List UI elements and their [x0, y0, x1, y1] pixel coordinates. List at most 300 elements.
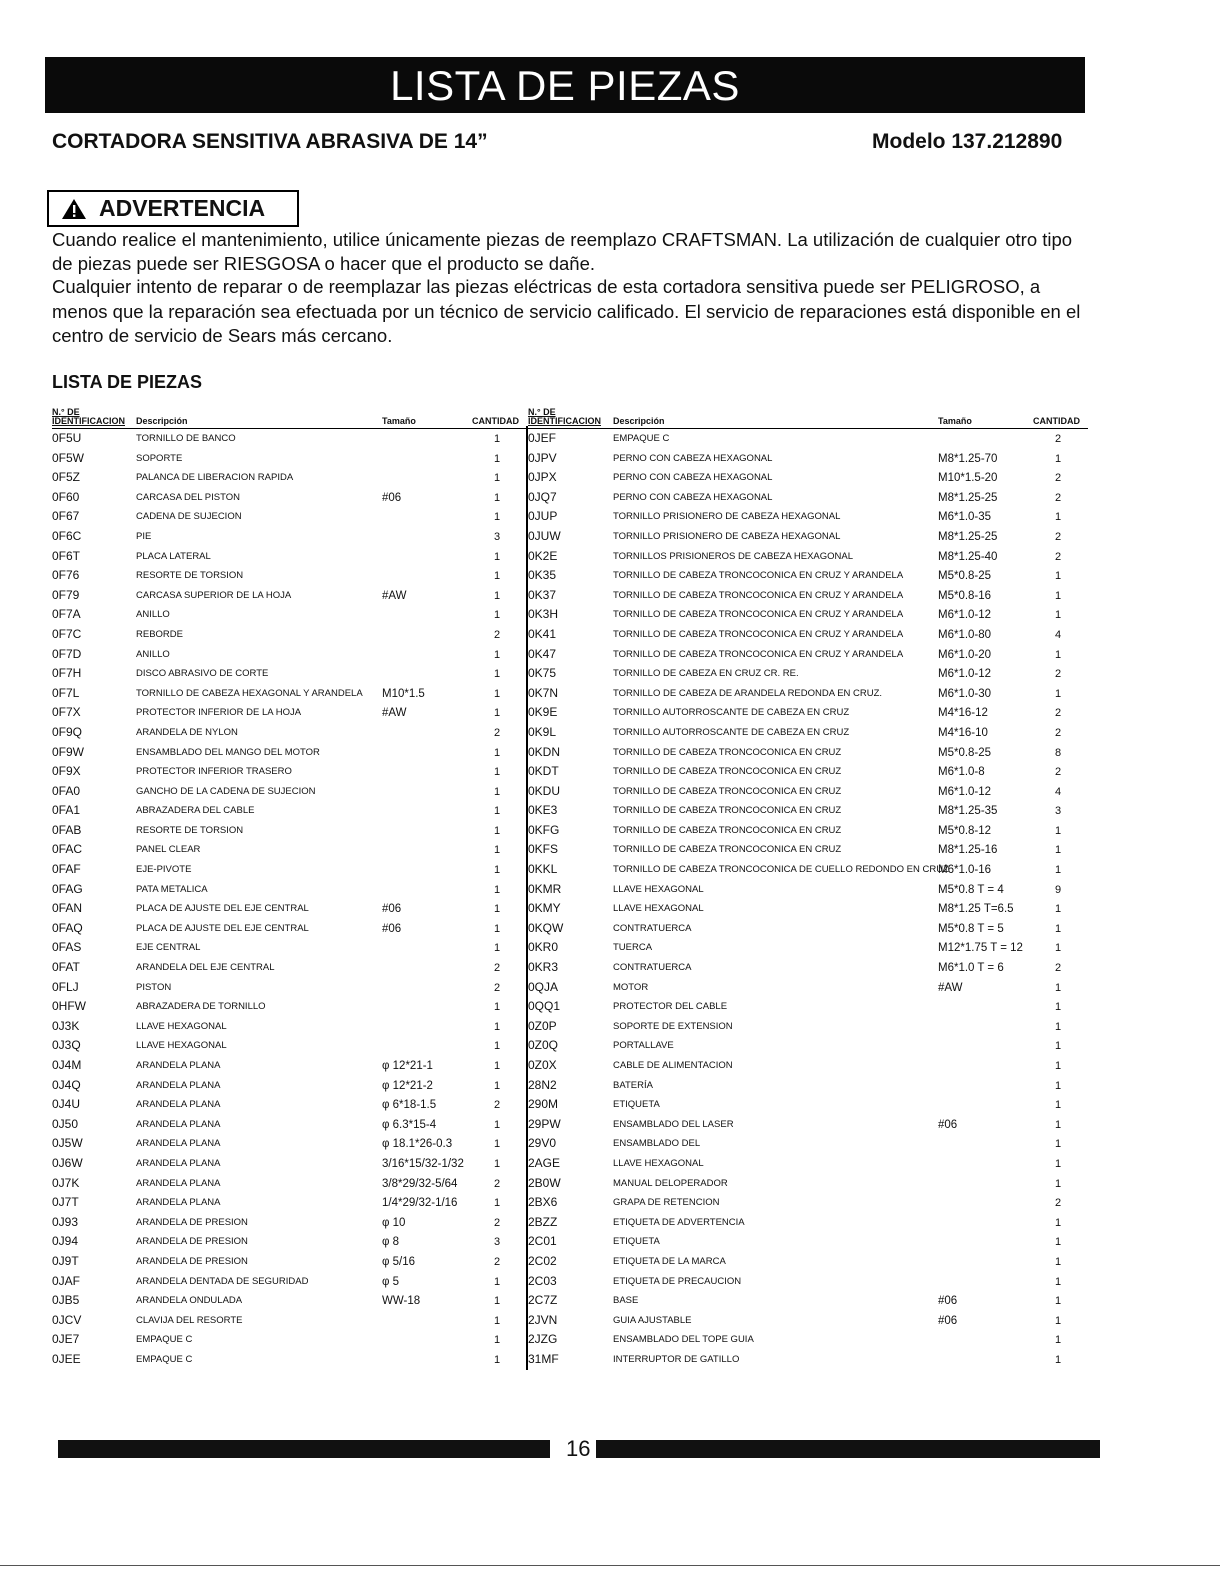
cell-qty: 1: [494, 1060, 501, 1072]
cell-desc: ENSAMBLADO DEL TOPE GUIA: [613, 1334, 754, 1346]
cell-desc: TORNILLO DE CABEZA TRONCOCONICA EN CRUZ Y ARANDELA: [613, 628, 904, 640]
table-row: [52, 840, 526, 860]
table-row: [528, 899, 1088, 919]
cell-id: 0F5W: [52, 450, 85, 465]
cell-desc: ARANDELA PLANA: [136, 1157, 221, 1169]
warning-text: [52, 228, 1092, 349]
cell-size: φ 18.1*26-0.3: [382, 1138, 453, 1151]
table-row: [52, 1174, 526, 1194]
cell-qty: 2: [1055, 550, 1062, 563]
table-row: [528, 703, 1088, 723]
cell-id: 0F79: [52, 587, 80, 602]
cell-qty: 1: [494, 746, 501, 759]
cell-size: M6*1.0 T = 6: [938, 962, 1004, 975]
cell-id: 0JPV: [528, 450, 557, 465]
cell-qty: 1: [494, 1079, 501, 1092]
cell-id: 0K2E: [528, 548, 558, 563]
cell-size: #06: [382, 491, 402, 504]
cell-size: M5*0.8-12: [938, 824, 992, 837]
page-number: 16: [566, 1436, 591, 1461]
cell-id: 0JEE: [52, 1351, 81, 1366]
table-row: [528, 762, 1088, 782]
table-row: [52, 1095, 526, 1115]
table-row: [528, 958, 1088, 978]
cell-qty: 1: [1055, 864, 1062, 877]
table-row: [528, 782, 1088, 802]
cell-id: 0K7N: [528, 685, 559, 700]
cell-desc: TUERCA: [613, 942, 653, 954]
table-row: [52, 1350, 526, 1370]
cell-desc: ENSAMBLADO DEL MANGO DEL MOTOR: [136, 746, 320, 758]
table-row: [528, 1134, 1088, 1154]
cell-qty: 2: [1055, 433, 1062, 445]
table-row: [528, 1115, 1088, 1135]
cell-id: 0JUW: [528, 528, 561, 543]
table-row: [52, 605, 526, 625]
table-row: [528, 919, 1088, 939]
cell-id: 0K37: [528, 587, 557, 602]
cell-id: 0FLJ: [52, 979, 79, 994]
cell-desc: TORNILLO DE CABEZA TRONCOCONICA EN CRUZ Y ARANDELA: [613, 609, 904, 621]
table-row: [528, 1174, 1088, 1194]
cell-desc: CLAVIJA DEL RESORTE: [136, 1314, 243, 1326]
cell-desc: TORNILLO DE CABEZA TRONCOCONICA EN CRUZ Y ARANDELA: [613, 648, 904, 660]
cell-qty: 1: [494, 452, 501, 465]
cell-qty: 1: [1055, 589, 1062, 602]
cell-desc: CARCASA SUPERIOR DE LA HOJA: [136, 589, 292, 601]
cell-id: 0K9E: [528, 705, 558, 720]
table-row: [52, 566, 526, 586]
cell-id: 0FAB: [52, 822, 82, 837]
cell-qty: 1: [494, 1314, 501, 1327]
cell-size: #06: [938, 1118, 958, 1131]
table-row: [52, 1232, 526, 1252]
cell-id: 0KE3: [528, 803, 558, 818]
table-row: [52, 880, 526, 900]
cell-qty: 1: [1055, 570, 1062, 583]
cell-desc: ETIQUETA DE ADVERTENCIA: [613, 1216, 745, 1228]
cell-id: 0F60: [52, 489, 80, 504]
cell-qty: 1: [494, 883, 501, 896]
table-row: [528, 1213, 1088, 1233]
cell-id: 0K75: [528, 666, 557, 681]
cell-desc: PORTALLAVE: [613, 1040, 674, 1052]
cell-qty: 1: [494, 687, 501, 700]
cell-id: 0J93: [52, 1214, 79, 1229]
cell-size: M6*1.0-35: [938, 511, 992, 524]
table-row: [528, 801, 1088, 821]
table-row: [52, 743, 526, 763]
cell-id: 0Z0P: [528, 1018, 557, 1033]
table-row: [528, 684, 1088, 704]
cell-size: #AW: [382, 589, 407, 602]
cell-qty: 1: [494, 1295, 501, 1308]
cell-size: φ 6*18-1.5: [382, 1099, 437, 1112]
cell-desc: PLACA DE AJUSTE DEL EJE CENTRAL: [136, 903, 309, 915]
column-header-desc: Descripción: [136, 416, 188, 426]
cell-qty: 2: [494, 981, 501, 994]
cell-id: 0F5Z: [52, 470, 81, 485]
cell-size: M5*0.8-16: [938, 589, 992, 602]
warning-paragraph-1: Cuando realice el mantenimiento, utilice únicamente piezas de reemplazo CRAFTSMAN. La utilización de cualquier otro tipo de piezas puede ser RIESGOSA o hacer que el producto se dañe.: [52, 229, 1073, 274]
cell-qty: 1: [494, 805, 501, 818]
cell-qty: 4: [1055, 785, 1062, 798]
column-header-id: N.° DE IDENTIFICACION: [528, 407, 601, 426]
model-number: Modelo 137.212890: [872, 130, 1063, 153]
table-row: [52, 468, 526, 488]
cell-qty: 1: [1055, 1040, 1062, 1053]
cell-id: 0J9T: [52, 1253, 79, 1268]
cell-id: 0K9L: [528, 724, 557, 739]
cell-size: M8*1.25-25: [938, 530, 998, 543]
cell-id: 2BX6: [528, 1195, 558, 1210]
cell-qty: 1: [1055, 1020, 1062, 1033]
cell-id: 0F7L: [52, 685, 80, 700]
cell-id: 2C01: [528, 1234, 557, 1249]
cell-size: #06: [382, 903, 402, 916]
cell-desc: MOTOR: [613, 981, 649, 993]
cell-desc: TORNILLO DE CABEZA TRONCOCONICA EN CRUZ: [613, 766, 842, 778]
cell-qty: 2: [1055, 766, 1062, 779]
cell-desc: RESORTE DE TORSION: [136, 570, 244, 582]
table-row: [52, 801, 526, 821]
table-row: [52, 586, 526, 606]
cell-qty: 1: [494, 648, 501, 661]
cell-id: 0F6T: [52, 548, 81, 563]
cell-qty: 1: [494, 472, 501, 485]
cell-size: M6*1.0-8: [938, 766, 985, 779]
cell-qty: 2: [1055, 726, 1062, 739]
table-row: [528, 840, 1088, 860]
cell-id: 0JEF: [528, 431, 557, 445]
cell-qty: 1: [1055, 1216, 1062, 1229]
cell-size: M8*1.25-25: [938, 491, 998, 504]
cell-qty: 2: [494, 1099, 501, 1112]
cell-qty: 1: [1055, 1353, 1062, 1366]
cell-qty: 1: [1055, 981, 1062, 994]
page-title: LISTA DE PIEZAS: [390, 62, 740, 109]
table-row: [528, 1076, 1088, 1096]
parts-section-title: LISTA DE PIEZAS: [52, 372, 203, 392]
cell-qty: 1: [1055, 1275, 1062, 1288]
cell-qty: 2: [1055, 707, 1062, 720]
table-row: [528, 547, 1088, 567]
cell-desc: CADENA DE SUJECION: [136, 511, 242, 523]
cell-qty: 2: [494, 628, 501, 641]
table-row: [52, 919, 526, 939]
cell-id: 0FA0: [52, 783, 81, 798]
cell-size: M4*16-12: [938, 707, 988, 720]
cell-size: M4*16-10: [938, 726, 988, 739]
cell-qty: 1: [494, 1001, 501, 1014]
table-row: [52, 899, 526, 919]
cell-id: 0F6C: [52, 528, 82, 543]
cell-desc: ETIQUETA DE LA MARCA: [613, 1255, 726, 1267]
cell-qty: 1: [494, 511, 501, 524]
cell-qty: 1: [494, 550, 501, 563]
cell-size: M8*1.25-40: [938, 550, 998, 563]
cell-id: 0F7C: [52, 626, 82, 641]
cell-desc: EMPAQUE C: [136, 1334, 193, 1346]
cell-desc: TORNILLO PRISIONERO DE CABEZA HEXAGONAL: [613, 530, 841, 542]
cell-id: 0KFS: [528, 842, 559, 857]
cell-size: M6*1.0-12: [938, 785, 992, 798]
cell-desc: EMPAQUE C: [613, 433, 670, 444]
cell-qty: 2: [1055, 491, 1062, 504]
cell-size: M10*1.5: [382, 687, 425, 700]
cell-id: 0Z0X: [528, 1058, 557, 1072]
table-row: [528, 527, 1088, 547]
table-row: [52, 1193, 526, 1213]
column-header-id: N.° DE IDENTIFICACION: [52, 407, 125, 426]
cell-id: 2C02: [528, 1253, 557, 1268]
cell-desc: CONTRATUERCA: [613, 962, 692, 974]
column-header-size: Tamaño: [938, 416, 972, 426]
cell-desc: SOPORTE DE EXTENSION: [613, 1020, 733, 1032]
cell-id: 28N2: [528, 1077, 557, 1092]
cell-desc: TORNILLO PRISIONERO DE CABEZA HEXAGONAL: [613, 511, 841, 523]
cell-qty: 1: [494, 1275, 501, 1288]
cell-desc: ARANDELA PLANA: [136, 1079, 221, 1091]
column-header-qty: CANTIDAD: [472, 416, 519, 426]
cell-size: φ 5: [382, 1275, 400, 1288]
cell-id: 2JZG: [528, 1332, 558, 1347]
cell-size: #06: [382, 922, 402, 935]
cell-desc: PLACA LATERAL: [136, 550, 211, 562]
cell-size: M6*1.0-12: [938, 609, 992, 622]
cell-desc: SOPORTE: [136, 452, 183, 464]
table-row: [52, 1115, 526, 1135]
cell-desc: ENSAMBLADO DEL: [613, 1138, 701, 1150]
table-row: [528, 605, 1088, 625]
cell-id: 0F7H: [52, 666, 82, 681]
table-row: [528, 743, 1088, 763]
cell-size: φ 12*21-2: [382, 1079, 433, 1092]
cell-id: 0F9X: [52, 764, 81, 779]
cell-desc: CARCASA DEL PISTON: [136, 491, 241, 503]
cell-desc: PERNO CON CABEZA HEXAGONAL: [613, 491, 773, 503]
table-row: [52, 1017, 526, 1037]
table-row: [528, 821, 1088, 841]
table-row: [52, 958, 526, 978]
cell-qty: 1: [494, 570, 501, 583]
cell-desc: DISCO ABRASIVO DE CORTE: [136, 668, 269, 680]
cell-qty: 1: [1055, 1295, 1062, 1308]
cell-id: 0FAT: [52, 960, 80, 975]
table-row: [528, 449, 1088, 469]
cell-desc: TORNILLO AUTORROSCANTE DE CABEZA EN CRUZ: [613, 707, 850, 719]
cell-desc: EMPAQUE C: [136, 1353, 193, 1365]
table-row: [528, 488, 1088, 508]
cell-qty: 1: [1055, 1001, 1062, 1014]
table-row: [52, 997, 526, 1017]
cell-id: 0J94: [52, 1234, 79, 1249]
page-edge-line: [0, 1565, 1220, 1566]
cell-qty: 1: [1055, 452, 1062, 465]
cell-id: 2C03: [528, 1273, 557, 1288]
cell-desc: ANILLO: [136, 648, 170, 660]
cell-size: #06: [938, 1295, 958, 1308]
cell-qty: 4: [1055, 628, 1062, 641]
cell-desc: ABRAZADERA DE TORNILLO: [136, 1001, 266, 1013]
table-row: [528, 625, 1088, 645]
cell-desc: CONTRATUERCA: [613, 922, 692, 934]
table-row: [52, 1134, 526, 1154]
cell-size: φ 10: [382, 1216, 406, 1229]
table-row: [52, 978, 526, 998]
cell-qty: 1: [494, 1118, 501, 1131]
cell-desc: PROTECTOR INFERIOR DE LA HOJA: [136, 707, 302, 719]
table-row: [528, 1272, 1088, 1292]
table-row: [52, 1154, 526, 1174]
cell-qty: 1: [494, 824, 501, 837]
column-header-size: Tamaño: [382, 416, 416, 426]
table-row: [52, 938, 526, 958]
table-row: [52, 703, 526, 723]
table-row: [528, 723, 1088, 743]
cell-id: 0F5U: [52, 431, 82, 445]
cell-size: #06: [938, 1314, 958, 1327]
cell-size: #AW: [938, 981, 963, 994]
table-row: [52, 782, 526, 802]
cell-qty: 1: [1055, 511, 1062, 524]
cell-qty: 2: [494, 726, 501, 739]
cell-desc: ARANDELA DE PRESION: [136, 1216, 248, 1228]
table-row: [528, 938, 1088, 958]
cell-desc: PLACA DE AJUSTE DEL EJE CENTRAL: [136, 922, 309, 934]
cell-qty: 1: [1055, 1334, 1062, 1347]
table-row: [52, 821, 526, 841]
cell-id: 0KMR: [528, 881, 562, 896]
cell-id: 2AGE: [528, 1155, 561, 1170]
cell-id: 0J4Q: [52, 1077, 81, 1092]
cell-qty: 1: [1055, 903, 1062, 916]
table-row: [528, 566, 1088, 586]
cell-desc: TORNILLO AUTORROSCANTE DE CABEZA EN CRUZ: [613, 726, 850, 738]
cell-desc: TORNILLO DE CABEZA DE ARANDELA REDONDA EN CRUZ.: [613, 687, 883, 699]
cell-qty: 1: [494, 766, 501, 779]
warning-paragraph-2: Cualquier intento de reparar o de reemplazar las piezas eléctricas de esta cortadora sensitiva puede ser PELIGROSO, a menos que la reparación sea efectuada por un técnico de servicio calificado. El servicio de reparaciones está disponible en el centro de servicio de Sears más cercano.: [52, 276, 1081, 346]
cell-desc: TORNILLO DE CABEZA TRONCOCONICA EN CRUZ: [613, 824, 842, 836]
page-title-bar: [45, 57, 1085, 113]
cell-qty: 2: [1055, 1197, 1062, 1210]
cell-desc: PROTECTOR DEL CABLE: [613, 1001, 728, 1013]
warning-triangle-icon: [61, 198, 87, 220]
cell-qty: 1: [494, 903, 501, 916]
cell-desc: PERNO CON CABEZA HEXAGONAL: [613, 452, 773, 464]
cell-id: 0JUP: [528, 509, 558, 524]
parts-table-right: [528, 402, 1088, 1370]
table-row: [52, 1056, 526, 1076]
cell-qty: 1: [494, 942, 501, 955]
cell-desc: ARANDELA PLANA: [136, 1197, 221, 1209]
cell-qty: 1: [1055, 1157, 1062, 1170]
cell-size: φ 8: [382, 1236, 400, 1249]
cell-id: 2JVN: [528, 1312, 558, 1327]
cell-size: M8*1.25-35: [938, 805, 998, 818]
cell-qty: 1: [494, 491, 501, 504]
cell-id: 0FAN: [52, 901, 83, 916]
table-row: [52, 1311, 526, 1331]
cell-desc: PATA METALICA: [136, 883, 208, 895]
cell-qty: 1: [1055, 1236, 1062, 1249]
cell-desc: CABLE DE ALIMENTACION: [613, 1060, 733, 1071]
cell-qty: 3: [494, 530, 501, 543]
cell-desc: RESORTE DE TORSION: [136, 824, 244, 836]
cell-size: M10*1.5-20: [938, 472, 998, 485]
cell-id: 0KDU: [528, 783, 561, 798]
table-row: [528, 664, 1088, 684]
cell-qty: 1: [1055, 1060, 1062, 1072]
cell-desc: ARANDELA DE NYLON: [136, 726, 238, 738]
cell-id: 0FAS: [52, 940, 82, 955]
cell-id: 0KFG: [528, 822, 560, 837]
table-row: [528, 1154, 1088, 1174]
cell-size: WW-18: [382, 1295, 421, 1308]
cell-desc: GANCHO DE LA CADENA DE SUJECION: [136, 785, 316, 797]
table-row: [52, 860, 526, 880]
cell-qty: 1: [1055, 1177, 1062, 1190]
cell-desc: ANILLO: [136, 609, 170, 621]
cell-id: 0KDT: [528, 764, 559, 779]
table-row: [528, 586, 1088, 606]
table-row: [528, 429, 1088, 449]
cell-desc: ETIQUETA DE PRECAUCION: [613, 1275, 742, 1287]
table-row: [52, 645, 526, 665]
cell-qty: 1: [1055, 942, 1062, 955]
cell-id: 0F7A: [52, 607, 81, 622]
cell-id: 0F7D: [52, 646, 82, 661]
cell-id: 0KR3: [528, 960, 559, 975]
table-row: [52, 527, 526, 547]
cell-desc: ARANDELA DEL EJE CENTRAL: [136, 962, 275, 974]
cell-desc: LLAVE HEXAGONAL: [613, 1157, 704, 1169]
cell-qty: 1: [1055, 1255, 1062, 1268]
cell-size: M5*0.8 T = 5: [938, 922, 1004, 935]
cell-qty: 1: [494, 1197, 501, 1210]
cell-size: M5*0.8-25: [938, 570, 992, 583]
cell-id: 0J3Q: [52, 1038, 81, 1053]
cell-id: 0QQ1: [528, 999, 561, 1014]
cell-desc: ABRAZADERA DEL CABLE: [136, 805, 255, 817]
cell-id: 0FA1: [52, 803, 81, 818]
cell-qty: 2: [1055, 668, 1062, 681]
warning-label-box: [47, 190, 299, 227]
cell-desc: LLAVE HEXAGONAL: [613, 883, 704, 895]
cell-id: 0F76: [52, 568, 80, 583]
product-name: CORTADORA SENSITIVA ABRASIVA DE 14”: [52, 130, 488, 153]
cell-qty: 8: [1055, 746, 1062, 759]
column-header-qty: CANTIDAD: [1033, 416, 1080, 426]
cell-qty: 1: [494, 707, 501, 720]
cell-id: 0J7T: [52, 1195, 79, 1210]
cell-id: 0F67: [52, 509, 80, 524]
cell-id: 0FAC: [52, 842, 83, 857]
cell-qty: 1: [494, 1157, 501, 1170]
table-row: [52, 723, 526, 743]
cell-desc: GRAPA DE RETENCION: [613, 1197, 720, 1209]
cell-size: 3/16*15/32-1/32: [382, 1157, 464, 1170]
cell-qty: 1: [1055, 609, 1062, 622]
cell-id: 0J6W: [52, 1155, 83, 1170]
cell-desc: REBORDE: [136, 628, 183, 640]
table-row: [528, 860, 1088, 880]
cell-desc: ARANDELA DE PRESION: [136, 1236, 248, 1248]
table-row: [52, 664, 526, 684]
cell-qty: 1: [494, 433, 501, 445]
cell-desc: TORNILLO DE CABEZA TRONCOCONICA EN CRUZ: [613, 805, 842, 817]
cell-desc: TORNILLO DE CABEZA EN CRUZ CR. RE.: [613, 668, 799, 680]
